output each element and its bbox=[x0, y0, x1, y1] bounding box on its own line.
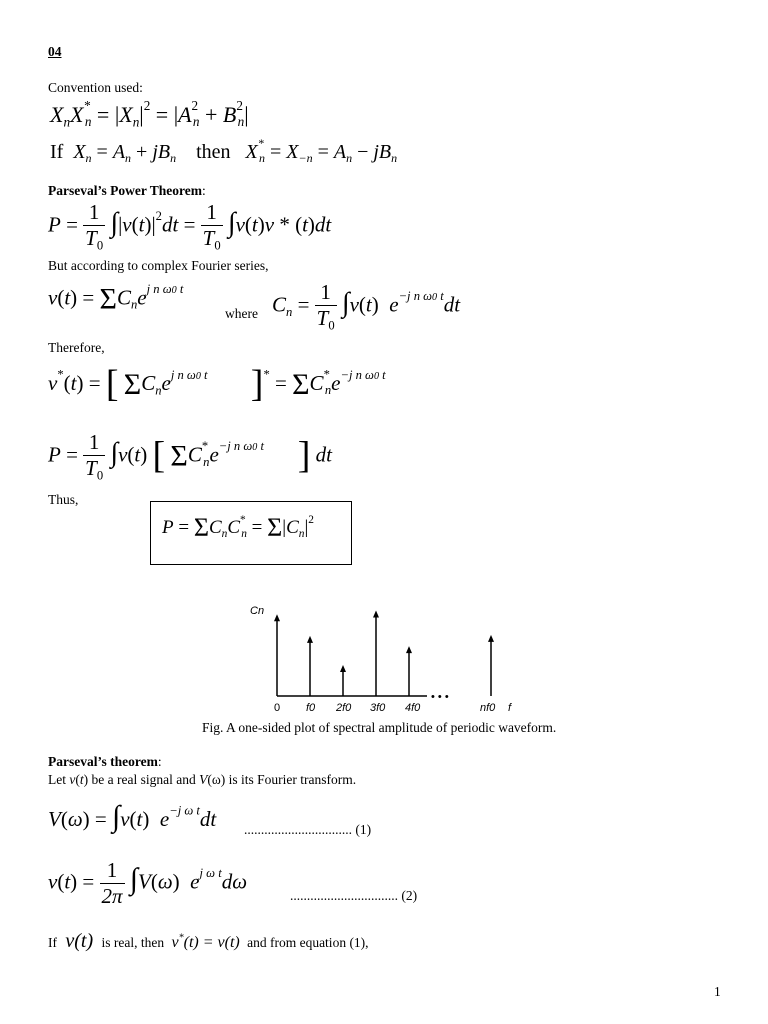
equation-if-then: If $X_n = A_n + jB_n$ then $X^*_n = X_{-n} = A_n - jB_n$ bbox=[50, 136, 398, 165]
heading-colon: : bbox=[201, 183, 206, 198]
equation-inverse-transform: v(t) = $\frac{1}{2\pi}$ ∫V(ω) $e^{j \omega t}d\omega$ bbox=[48, 858, 248, 908]
let-line-part: ( bbox=[75, 772, 80, 787]
spectrum-figure bbox=[250, 592, 550, 714]
figure-caption: Fig. A one-sided plot of spectral amplitude of periodic waveform. bbox=[202, 720, 557, 735]
equation-2-label: ................................ (2) bbox=[290, 888, 418, 903]
tick-label-f0: f0 bbox=[306, 702, 316, 714]
let-line-var: V bbox=[199, 772, 208, 787]
let-line bbox=[48, 772, 356, 788]
let-line-part: Let bbox=[48, 772, 70, 787]
let-line-var: t bbox=[79, 772, 84, 787]
arrowhead-4f0 bbox=[406, 646, 412, 653]
figure-tick-labels bbox=[274, 702, 512, 714]
figure-ellipsis: • • • bbox=[431, 691, 449, 703]
therefore-text: Therefore, bbox=[48, 340, 105, 355]
complex-fourier-intro: But according to complex Fourier series, bbox=[48, 258, 269, 273]
arrowhead-f0 bbox=[307, 636, 313, 643]
let-line-part: (ω) is its Fourier transform. bbox=[207, 772, 357, 787]
page-number: 1 bbox=[714, 984, 721, 999]
equation-result: $P = \Sigma C_nC^*_n = \Sigma|C_n|^2$ bbox=[162, 513, 314, 542]
arrowhead-2f0 bbox=[340, 665, 346, 672]
equation-1-label: ................................ (1) bbox=[244, 822, 372, 837]
equation-power: P = $\frac{1}{T_0}$ $\int|v(t)|^2dt$ = $\frac{1}{T_0}$ ∫v(t)v * (t)dt bbox=[48, 200, 332, 253]
section-number: 04 bbox=[48, 44, 62, 59]
heading-parseval-power-text: Parseval’s Power Theorem bbox=[48, 183, 202, 198]
tick-label-2f0: 2f0 bbox=[336, 702, 352, 714]
tick-label-4f0: 4f0 bbox=[405, 702, 421, 714]
arrowhead-3f0 bbox=[373, 610, 379, 617]
equation-convention: $X_nX^*_n = |X_n|^2 = |A^2_n + B^2_n|$ bbox=[50, 98, 249, 130]
heading-parseval-text: Parseval’s theorem bbox=[48, 754, 158, 769]
last-line-if: If bbox=[48, 935, 57, 950]
let-line-var: v bbox=[69, 772, 76, 787]
heading-parseval-power bbox=[48, 183, 206, 199]
arrowhead-0 bbox=[274, 614, 280, 621]
heading-parseval-colon: : bbox=[157, 754, 162, 769]
tick-label-0: 0 bbox=[274, 702, 281, 714]
thus-text: Thus, bbox=[48, 492, 79, 507]
equation-coefficient: $C_n$ = $\frac{1}{T_0}$ ∫v(t) $e^{-j n \omega 0 t}dt$ bbox=[272, 280, 461, 333]
where-word: where bbox=[225, 306, 258, 321]
last-line-and: and from equation (1), bbox=[247, 935, 369, 950]
tick-label-f: f bbox=[508, 702, 512, 714]
tick-label-3f0: 3f0 bbox=[370, 702, 386, 714]
figure-y-label: Cn bbox=[250, 605, 265, 617]
last-line: If v(t) is real, then v*(t) = v(t) and from equation (1), bbox=[48, 930, 369, 952]
equation-fourier-transform: V(ω) = ∫v(t) $e^{-j \omega t}dt$ bbox=[48, 800, 217, 833]
equation-power-substituted: P = $\frac{1}{T_0}$ ∫v(t) [ $\Sigma C^*_ne^{-j n \omega 0 t}$ ] dt bbox=[48, 430, 332, 483]
last-line-is-real: is real, then bbox=[101, 935, 165, 950]
equation-fourier-series: $v(t) = \Sigma C_ne^{j n \omega 0 t}$ bbox=[48, 282, 184, 316]
tick-label-nf0: nf0 bbox=[480, 702, 496, 714]
equation-conjugate: v*(t) = [ $\Sigma C_ne^{j n \omega 0 t}$ ]$^* = \Sigma C^*_ne^{-j n \omega 0 t}$ bbox=[48, 363, 386, 405]
heading-parseval bbox=[48, 754, 162, 770]
let-line-part: ) be a real signal and bbox=[83, 772, 200, 787]
figure-bars bbox=[274, 610, 494, 696]
arrowhead-nf0 bbox=[488, 635, 494, 642]
convention-label: Convention used: bbox=[48, 80, 143, 95]
